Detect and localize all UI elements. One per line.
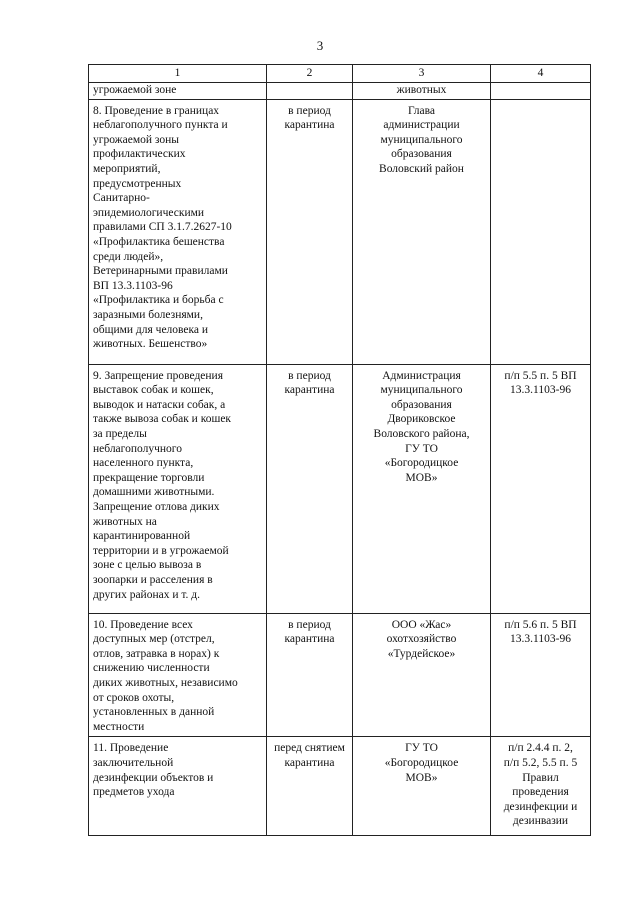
responsible-cell: ГУ ТО «Богородицкое МОВ» xyxy=(353,737,491,836)
measures-table xyxy=(88,64,591,836)
measure-cell: 8. Проведение в границах неблагополучного пункта и угрожаемой зоны профилактических мероприятий, предусмотренных Санитарно- эпидемиологическими правилами СП 3.1.7.2627-10 «Профилактика бешенства среди людей», Ветеринарными правилами ВП 13.3.1103-96 «Профилактика и борьба с заразными болезнями, общими для человека и животных. Бешенство» xyxy=(89,99,267,364)
table-row xyxy=(89,99,591,364)
page-number: 3 xyxy=(316,38,324,53)
responsible-cell: Глава администрации муниципального образования Воловский район xyxy=(353,99,491,364)
responsible-cell: ООО «Жас» охотхозяйство «Турдейское» xyxy=(353,613,491,737)
period-cell: в период карантина xyxy=(267,364,353,613)
reference-cell xyxy=(491,99,591,364)
measure-cell: 10. Проведение всех доступных мер (отстрел, отлов, затравка в норах) к снижению численности диких животных, независимо от сроков охоты, установленных в данной местности xyxy=(89,613,267,737)
period-cell: в период карантина xyxy=(267,613,353,737)
continuation-period-cell xyxy=(267,82,353,99)
table-row xyxy=(89,613,591,737)
measure-cell: 11. Проведение заключительной дезинфекции объектов и предметов ухода xyxy=(89,737,267,836)
table-row xyxy=(89,737,591,836)
period-cell: перед снятием карантина xyxy=(267,737,353,836)
column-header-1: 1 xyxy=(89,65,267,83)
reference-cell: п/п 2.4.4 п. 2, п/п 5.2, 5.5 п. 5 Правил проведения дезинфекции и дезинвазии xyxy=(491,737,591,836)
continuation-reference-cell xyxy=(491,82,591,99)
responsible-cell: Администрация муниципального образования Двориковское Воловского района, ГУ ТО «Богородицкое МОВ» xyxy=(353,364,491,613)
column-header-4: 4 xyxy=(491,65,591,83)
period-cell: в период карантина xyxy=(267,99,353,364)
table-header-row xyxy=(89,65,591,83)
table-row xyxy=(89,364,591,613)
column-header-3: 3 xyxy=(353,65,491,83)
table-row-continuation xyxy=(89,82,591,99)
reference-cell: п/п 5.5 п. 5 ВП 13.3.1103-96 xyxy=(491,364,591,613)
continuation-responsible-cell: животных xyxy=(353,82,491,99)
reference-cell: п/п 5.6 п. 5 ВП 13.3.1103-96 xyxy=(491,613,591,737)
measure-cell: 9. Запрещение проведения выставок собак и кошек, выводок и натаски собак, а также вывоза собак и кошек за пределы неблагополучного населенного пункта, прекращение торговли домашними животными. Запрещение отлова диких животных на карантинированной территории и в угрожаемой зоне с целью вывоза в зоопарки и расселения в других районах и т. д. xyxy=(89,364,267,613)
column-header-2: 2 xyxy=(267,65,353,83)
continuation-measure-cell: угрожаемой зоне xyxy=(89,82,267,99)
